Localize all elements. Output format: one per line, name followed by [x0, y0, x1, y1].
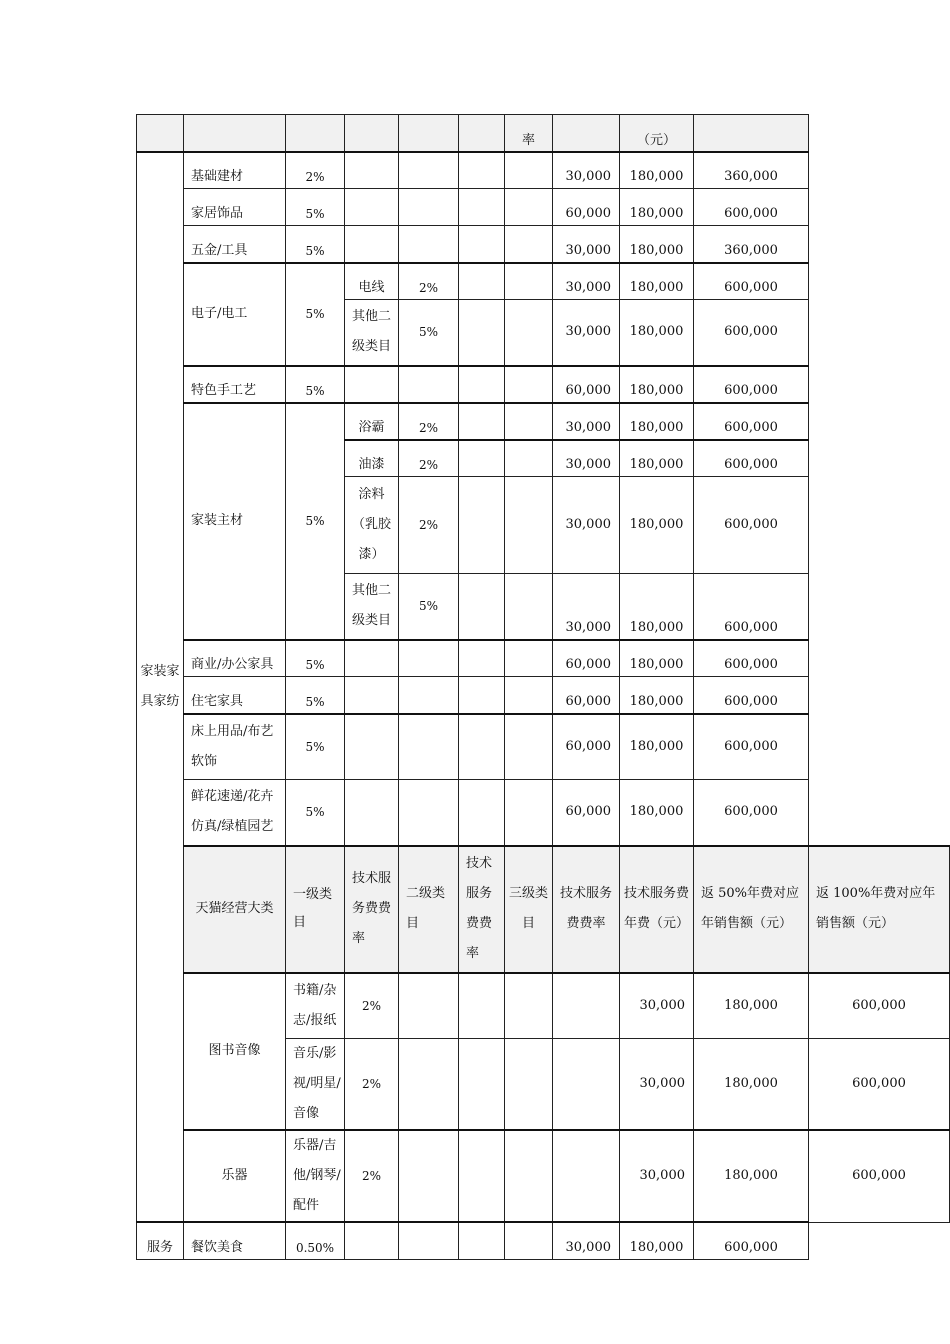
sales100-cell: 600,000: [809, 1130, 950, 1222]
sales100-cell: 600,000: [694, 366, 809, 403]
sales100-cell: 600,000: [694, 677, 809, 714]
fee-cell: 30,000: [553, 152, 620, 189]
rate2-cell: 2%: [399, 440, 459, 477]
header-fee-rate1: 技术服务费费率: [345, 846, 399, 973]
sales100-cell: 600,000: [809, 1039, 950, 1131]
table-row: [137, 714, 950, 780]
sales50-cell: 180,000: [620, 300, 694, 366]
category-cell: 服务: [137, 1222, 184, 1259]
rate2-cell: 5%: [399, 574, 459, 640]
sales50-cell: 180,000: [620, 574, 694, 640]
category-cell: 图书音像: [184, 973, 286, 1131]
level1-cell: 餐饮美食: [184, 1222, 286, 1259]
sales100-cell: 600,000: [694, 440, 809, 477]
fee-cell: 60,000: [553, 366, 620, 403]
level2-cell: 电线: [345, 263, 399, 300]
sales100-cell: 600,000: [694, 640, 809, 677]
rate2-cell: 5%: [399, 300, 459, 366]
level1-cell: 鲜花速递/花卉仿真/绿植园艺: [184, 780, 286, 846]
level1-cell: 基础建材: [184, 152, 286, 189]
sales100-cell: 600,000: [694, 714, 809, 780]
sales100-cell: 600,000: [694, 403, 809, 440]
table-row: [137, 780, 950, 846]
rate-cell: 2%: [345, 1130, 399, 1222]
rate2-cell: 2%: [399, 263, 459, 300]
level1-cell: 家装主材: [184, 403, 286, 640]
header-category: 天猫经营大类: [184, 846, 286, 973]
fee-cell: 30,000: [553, 403, 620, 440]
table-row: [137, 226, 950, 263]
sales100-cell: 600,000: [694, 189, 809, 226]
level2-cell: 浴霸: [345, 403, 399, 440]
category-cell: 乐器: [184, 1130, 286, 1222]
header-row: [137, 846, 950, 973]
fee-cell: 30,000: [553, 440, 620, 477]
fee-cell: 30,000: [620, 1130, 694, 1222]
rate-cell: 5%: [286, 677, 345, 714]
header-sales-50: 返 50%年费对应年销售额（元）: [694, 846, 809, 973]
level1-cell: 商业/办公家具: [184, 640, 286, 677]
category-cell: 家装家具家纺: [137, 152, 184, 1223]
level1-cell: 特色手工艺: [184, 366, 286, 403]
table-row: [137, 677, 950, 714]
header-level1: 一级类目: [286, 846, 345, 973]
sales50-cell: 180,000: [694, 973, 809, 1039]
sales50-cell: 180,000: [620, 780, 694, 846]
fee-cell: 60,000: [553, 677, 620, 714]
sales50-cell: 180,000: [620, 440, 694, 477]
table-row: [137, 152, 950, 189]
sales50-cell: 180,000: [620, 1222, 694, 1259]
level1-cell: 床上用品/布艺软饰: [184, 714, 286, 780]
table-row: [137, 973, 950, 1039]
rate2-cell: 2%: [399, 403, 459, 440]
sales100-cell: 600,000: [694, 780, 809, 846]
fee-cell: 30,000: [553, 477, 620, 574]
header-sales-100: 返 100%年费对应年销售额（元）: [809, 846, 950, 973]
rate-cell: 5%: [286, 403, 345, 640]
header-unit-tail: （元）: [620, 115, 694, 152]
level1-cell: 书籍/杂志/报纸: [286, 973, 345, 1039]
sales50-cell: 180,000: [620, 226, 694, 263]
sales50-cell: 180,000: [620, 403, 694, 440]
sales100-cell: 360,000: [694, 226, 809, 263]
sales50-cell: 180,000: [620, 152, 694, 189]
level2-cell: 油漆: [345, 440, 399, 477]
rate-cell: 2%: [345, 973, 399, 1039]
fee-cell: 60,000: [553, 189, 620, 226]
sales100-cell: 600,000: [694, 1222, 809, 1259]
fee-cell: 30,000: [553, 574, 620, 640]
sales50-cell: 180,000: [620, 189, 694, 226]
level1-cell: 乐器/吉他/钢琴/配件: [286, 1130, 345, 1222]
fee-cell: 60,000: [553, 640, 620, 677]
table-row: [137, 640, 950, 677]
rate-cell: 2%: [345, 1039, 399, 1131]
level2-cell: 其他二级类目: [345, 574, 399, 640]
level1-cell: 家居饰品: [184, 189, 286, 226]
sales100-cell: 600,000: [694, 477, 809, 574]
sales50-cell: 180,000: [620, 477, 694, 574]
sales50-cell: 180,000: [620, 714, 694, 780]
sales100-cell: 600,000: [694, 300, 809, 366]
sales100-cell: 360,000: [694, 152, 809, 189]
table-row: [137, 1130, 950, 1222]
rate-cell: 5%: [286, 263, 345, 366]
header-annual-fee: 技术服务费年费（元）: [620, 846, 694, 973]
rate-cell: 5%: [286, 189, 345, 226]
rate-cell: 5%: [286, 714, 345, 780]
fee-cell: 30,000: [553, 1222, 620, 1259]
fee-cell: 30,000: [553, 300, 620, 366]
level1-cell: 住宅家具: [184, 677, 286, 714]
header-continuation-row: [137, 115, 950, 152]
header-level2: 二级类目: [399, 846, 459, 973]
level1-cell: 电子/电工: [184, 263, 286, 366]
sales50-cell: 180,000: [620, 640, 694, 677]
table-row: [137, 366, 950, 403]
header-level3: 三级类目: [505, 846, 553, 973]
sales100-cell: 600,000: [694, 574, 809, 640]
header-rate-tail: 率: [505, 115, 553, 152]
rate-cell: 0.50%: [286, 1222, 345, 1259]
fee-cell: 60,000: [553, 780, 620, 846]
fee-table: [136, 114, 950, 1260]
fee-cell: 30,000: [553, 226, 620, 263]
sales50-cell: 180,000: [620, 677, 694, 714]
rate-cell: 5%: [286, 640, 345, 677]
table-row: [137, 1222, 950, 1259]
level1-cell: 音乐/影视/明星/音像: [286, 1039, 345, 1131]
rate-cell: 5%: [286, 366, 345, 403]
table-row: [137, 189, 950, 226]
rate-cell: 5%: [286, 226, 345, 263]
sales100-cell: 600,000: [809, 973, 950, 1039]
fee-cell: 60,000: [553, 714, 620, 780]
rate-cell: 2%: [286, 152, 345, 189]
header-fee-rate3: 技术服务费费率: [553, 846, 620, 973]
level2-cell: 涂料（乳胶漆）: [345, 477, 399, 574]
rate-cell: 5%: [286, 780, 345, 846]
sales100-cell: 600,000: [694, 263, 809, 300]
sales50-cell: 180,000: [620, 263, 694, 300]
level1-cell: 五金/工具: [184, 226, 286, 263]
header-fee-rate2: 技术服务费费率: [459, 846, 505, 973]
sales50-cell: 180,000: [694, 1130, 809, 1222]
fee-cell: 30,000: [620, 1039, 694, 1131]
level2-cell: 其他二级类目: [345, 300, 399, 366]
sales50-cell: 180,000: [620, 366, 694, 403]
sales50-cell: 180,000: [694, 1039, 809, 1131]
table-row: [137, 263, 950, 300]
fee-cell: 30,000: [620, 973, 694, 1039]
rate2-cell: 2%: [399, 477, 459, 574]
table-row: [137, 403, 950, 440]
fee-cell: 30,000: [553, 263, 620, 300]
